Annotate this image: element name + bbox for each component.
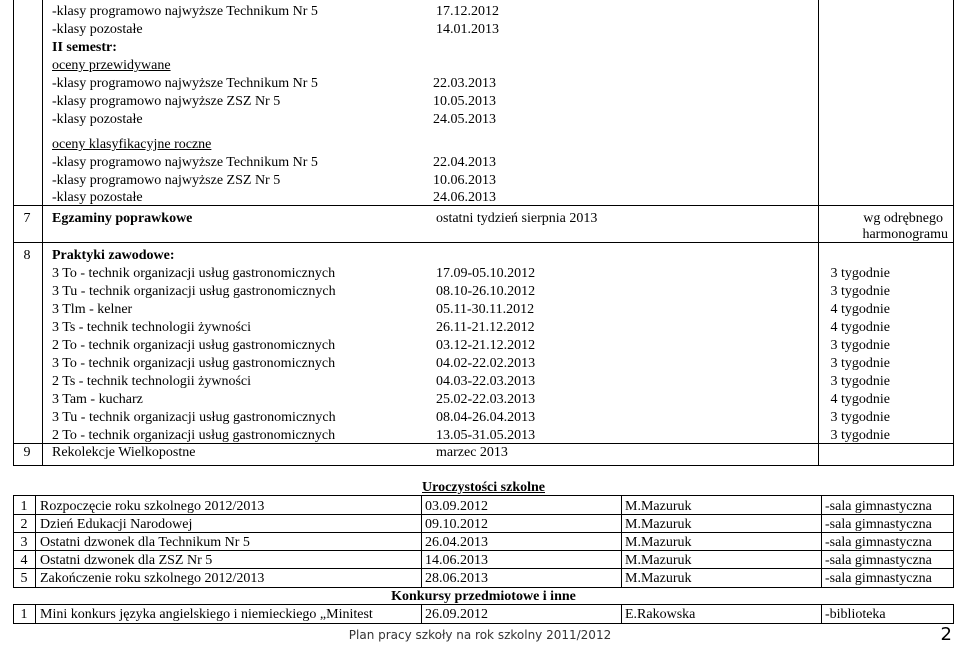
practice-date: 26.11-21.12.2012: [436, 320, 535, 335]
table-border: [13, 465, 954, 466]
celebration-place: -sala gimnastyczna: [825, 553, 932, 568]
celebration-number: 5: [20, 571, 28, 586]
row-number: 7: [23, 211, 31, 226]
celebration-place: -sala gimnastyczna: [825, 499, 932, 514]
celebration-person: M.Mazuruk: [625, 571, 692, 586]
table-border: [953, 0, 954, 465]
celebration-date: 28.06.2013: [425, 571, 488, 586]
practice-duration: 4 tygodnie: [830, 392, 890, 407]
celebration-name: Zakończenie roku szkolnego 2012/2013: [40, 571, 265, 586]
row-label: -klasy pozostałe: [52, 22, 143, 37]
note: wg odrębnego: [863, 211, 943, 226]
section-title: Rekolekcje Wielkopostne: [52, 445, 196, 460]
section-title: Praktyki zawodowe:: [52, 248, 175, 263]
contest-person: E.Rakowska: [625, 607, 696, 622]
practice-duration: 4 tygodnie: [830, 320, 890, 335]
practice-label: 3 Tu - technik organizacji usług gastronomicznych: [52, 410, 336, 425]
row-label: -klasy programowo najwyższe Technikum Nr 5: [52, 76, 318, 91]
row-date: 10.05.2013: [433, 94, 496, 109]
celebration-person: M.Mazuruk: [625, 517, 692, 532]
practice-duration: 3 tygodnie: [830, 338, 890, 353]
practice-label: 2 To - technik organizacji usług gastronomicznych: [52, 428, 336, 443]
row-date: 17.12.2012: [436, 4, 499, 19]
practice-duration: 3 tygodnie: [830, 284, 890, 299]
practice-duration: 3 tygodnie: [830, 374, 890, 389]
row-date: 24.06.2013: [433, 190, 496, 205]
practice-date: 17.09-05.10.2012: [436, 266, 536, 281]
row-date: 22.03.2013: [433, 76, 496, 91]
row-number: 9: [23, 445, 31, 460]
practice-label: 2 Ts - technik technologii żywności: [52, 374, 252, 389]
table-border: [821, 495, 822, 587]
practice-label: 3 To - technik organizacji usług gastronomicznych: [52, 356, 336, 371]
celebration-name: Ostatni dzwonek dla Technikum Nr 5: [40, 535, 250, 550]
row-date: 24.05.2013: [433, 112, 496, 127]
practice-duration: 3 tygodnie: [830, 356, 890, 371]
table-heading: Uroczystości szkolne: [422, 480, 545, 495]
celebration-name: Dzień Edukacji Narodowej: [40, 517, 193, 532]
practice-label: 3 Ts - technik technologii żywności: [52, 320, 252, 335]
table-border: [13, 623, 954, 624]
row-label: -klasy programowo najwyższe Technikum Nr 5: [52, 4, 318, 19]
table-border: [821, 604, 822, 623]
row-date: 22.04.2013: [433, 155, 496, 170]
celebration-place: -sala gimnastyczna: [825, 571, 932, 586]
practice-label: 3 Tu - technik organizacji usług gastronomicznych: [52, 284, 336, 299]
practice-date: 04.03-22.03.2013: [436, 374, 536, 389]
celebration-name: Ostatni dzwonek dla ZSZ Nr 5: [40, 553, 213, 568]
table-border: [421, 604, 422, 623]
celebration-place: -sala gimnastyczna: [825, 535, 932, 550]
practice-date: 08.10-26.10.2012: [436, 284, 536, 299]
row-label: -klasy pozostałe: [52, 112, 143, 127]
subheading: oceny przewidywane: [52, 58, 171, 73]
celebration-number: 3: [20, 535, 28, 550]
table-border: [42, 0, 43, 465]
table-border: [421, 495, 422, 587]
note: harmonogramu: [862, 227, 948, 242]
practice-label: 3 Tam - kucharz: [52, 392, 143, 407]
practice-date: 13.05-31.05.2013: [436, 428, 536, 443]
practice-label: 3 To - technik organizacji usług gastronomicznych: [52, 266, 336, 281]
row-date: ostatni tydzień sierpnia 2013: [436, 211, 598, 226]
celebration-date: 09.10.2012: [425, 517, 488, 532]
section-title: Egzaminy poprawkowe: [52, 211, 193, 226]
table-border: [13, 0, 14, 465]
practice-date: 05.11-30.11.2012: [436, 302, 535, 317]
table-heading: Konkursy przedmiotowe i inne: [391, 589, 576, 604]
practice-label: 3 Tlm - kelner: [52, 302, 133, 317]
table-border: [621, 604, 622, 623]
page-footer: Plan pracy szkoły na rok szkolny 2011/2012: [348, 628, 612, 642]
celebration-number: 1: [20, 499, 28, 514]
contest-place: -biblioteka: [825, 607, 886, 622]
practice-duration: 4 tygodnie: [830, 302, 890, 317]
celebration-date: 14.06.2013: [425, 553, 488, 568]
row-date: 14.01.2013: [436, 22, 499, 37]
practice-date: 03.12-21.12.2012: [436, 338, 536, 353]
celebration-person: M.Mazuruk: [625, 499, 692, 514]
celebration-date: 03.09.2012: [425, 499, 488, 514]
subheading: oceny klasyfikacyjne roczne: [52, 137, 212, 152]
celebration-place: -sala gimnastyczna: [825, 517, 932, 532]
celebration-person: M.Mazuruk: [625, 553, 692, 568]
contest-number: 1: [20, 607, 28, 622]
semester-heading: II semestr:: [52, 40, 117, 55]
practice-duration: 3 tygodnie: [830, 410, 890, 425]
practice-label: 2 To - technik organizacji usług gastronomicznych: [52, 338, 336, 353]
celebration-date: 26.04.2013: [425, 535, 488, 550]
table-border: [13, 242, 954, 243]
row-label: -klasy pozostałe: [52, 190, 143, 205]
table-border: [35, 495, 36, 587]
celebration-person: M.Mazuruk: [625, 535, 692, 550]
celebration-number: 2: [20, 517, 28, 532]
row-date: 10.06.2013: [433, 173, 496, 188]
row-number: 8: [23, 248, 31, 263]
row-label: -klasy programowo najwyższe ZSZ Nr 5: [52, 94, 281, 109]
row-label: -klasy programowo najwyższe Technikum Nr 5: [52, 155, 318, 170]
practice-date: 08.04-26.04.2013: [436, 410, 536, 425]
table-border: [953, 604, 954, 623]
table-border: [621, 495, 622, 587]
contest-date: 26.09.2012: [425, 607, 488, 622]
practice-duration: 3 tygodnie: [830, 428, 890, 443]
table-border: [953, 495, 954, 587]
contest-name: Mini konkurs języka angielskiego i niemieckiego „Minitest: [40, 607, 373, 622]
practice-duration: 3 tygodnie: [830, 266, 890, 281]
practice-date: 04.02-22.02.2013: [436, 356, 536, 371]
row-label: -klasy programowo najwyższe ZSZ Nr 5: [52, 173, 281, 188]
table-border: [35, 604, 36, 623]
celebration-name: Rozpoczęcie roku szkolnego 2012/2013: [40, 499, 265, 514]
row-date: marzec 2013: [436, 445, 508, 460]
celebration-number: 4: [20, 553, 28, 568]
practice-date: 25.02-22.03.2013: [436, 392, 536, 407]
page-number: 2: [940, 624, 952, 645]
